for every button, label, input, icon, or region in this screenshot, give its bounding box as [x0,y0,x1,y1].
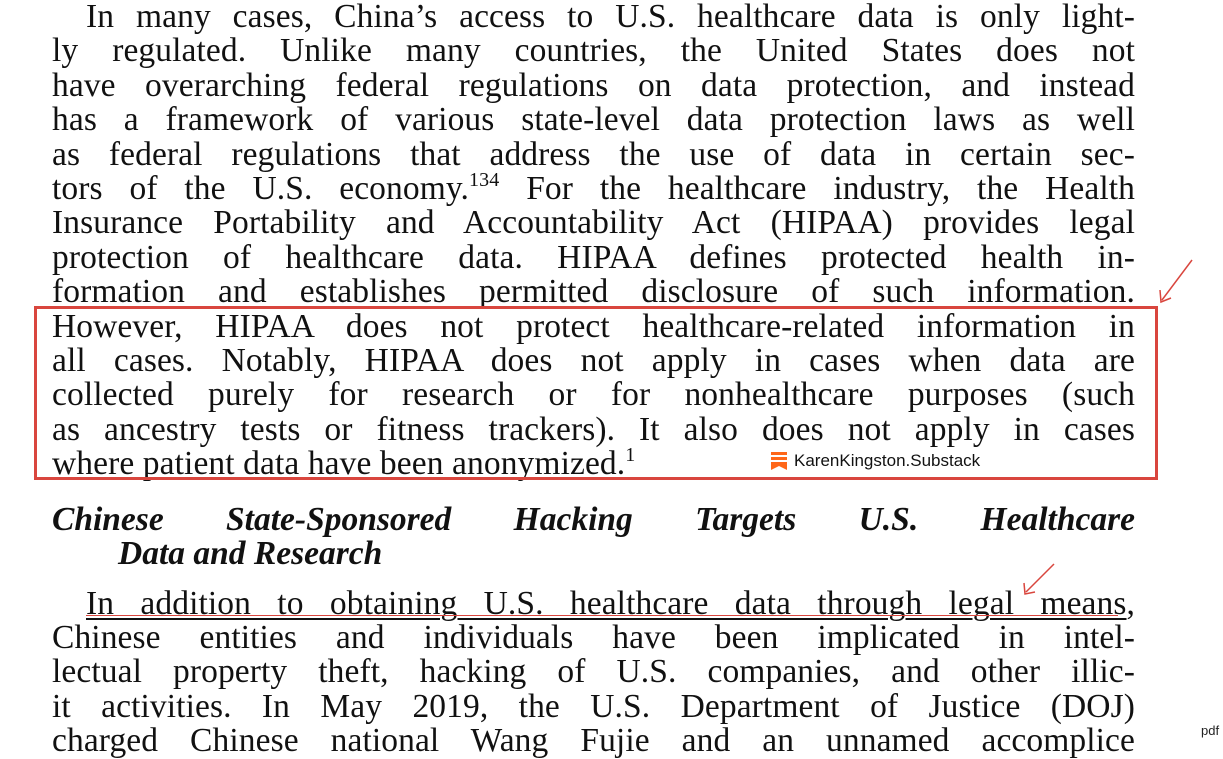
body-text-line: charged Chinese national Wang Fujie and an unnamed accomplice [52,722,1135,759]
substack-logo-icon [770,451,788,471]
body-text-line [52,169,1135,207]
section-heading-line1: Chinese State-Sponsored Hacking Targets U.S. Healthcare [52,501,1135,538]
body-text-line: it activities. In May 2019, the U.S. Department of Justice (DOJ) [52,688,1135,725]
highlight-box [34,306,1158,480]
section-heading-line2: Data and Research [118,535,383,572]
watermark-text: KarenKingston.Substack [794,451,981,470]
annotation-arrow-icon [1020,562,1060,598]
text-span: For the healthcare industry, the Health [526,170,1135,207]
text-span: In many cases, China’s access to U.S. healthcare data is only light- [86,0,1135,35]
body-text-line: formation and establishes permitted disclosure of such information. [52,273,1135,310]
body-text-line: as federal regulations that address the use of data in certain sec- [52,136,1135,173]
annotation-arrow-icon [1156,256,1196,308]
body-text-line: lectual property theft, hacking of U.S. companies, and other illic- [52,653,1135,690]
body-text-line: ly regulated. Unlike many countries, the United States does not [52,32,1135,69]
footnote-134[interactable]: 134 [469,169,500,191]
underlined-text: In addition to obtaining U.S. healthcare data through legal means [86,585,1127,622]
body-text-line: Chinese entities and individuals have been implicated in intel- [52,619,1135,656]
body-text-line: all cases. Notably, HIPAA does not apply in cases when data are [52,342,1135,379]
body-text-line: collected purely for research or for nonhealthcare purposes (such [52,376,1135,413]
footnote-truncated[interactable]: 1 [625,444,636,466]
corner-label: pdf [1201,723,1220,738]
body-text-line: protection of healthcare data. HIPAA defines protected health in- [52,239,1135,276]
watermark [768,449,986,473]
annotation-underline [86,615,1118,616]
body-text-line: as ancestry tests or fitness trackers). It also does not apply in cases [52,411,1135,448]
text-span: tors of the U.S. economy. [52,170,470,207]
text-span: , [1126,585,1135,622]
body-text-line: have overarching federal regulations on data protection, and instead [52,67,1135,104]
text-span: where patient data have been anonymized. [52,445,626,482]
body-text-line: Insurance Portability and Accountability Act (HIPAA) provides legal [52,204,1135,241]
body-text-line: However, HIPAA does not protect healthcare-related information in [52,308,1135,345]
body-text-line: has a framework of various state-level data protection laws as well [52,101,1135,138]
body-text-line [52,0,1135,34]
